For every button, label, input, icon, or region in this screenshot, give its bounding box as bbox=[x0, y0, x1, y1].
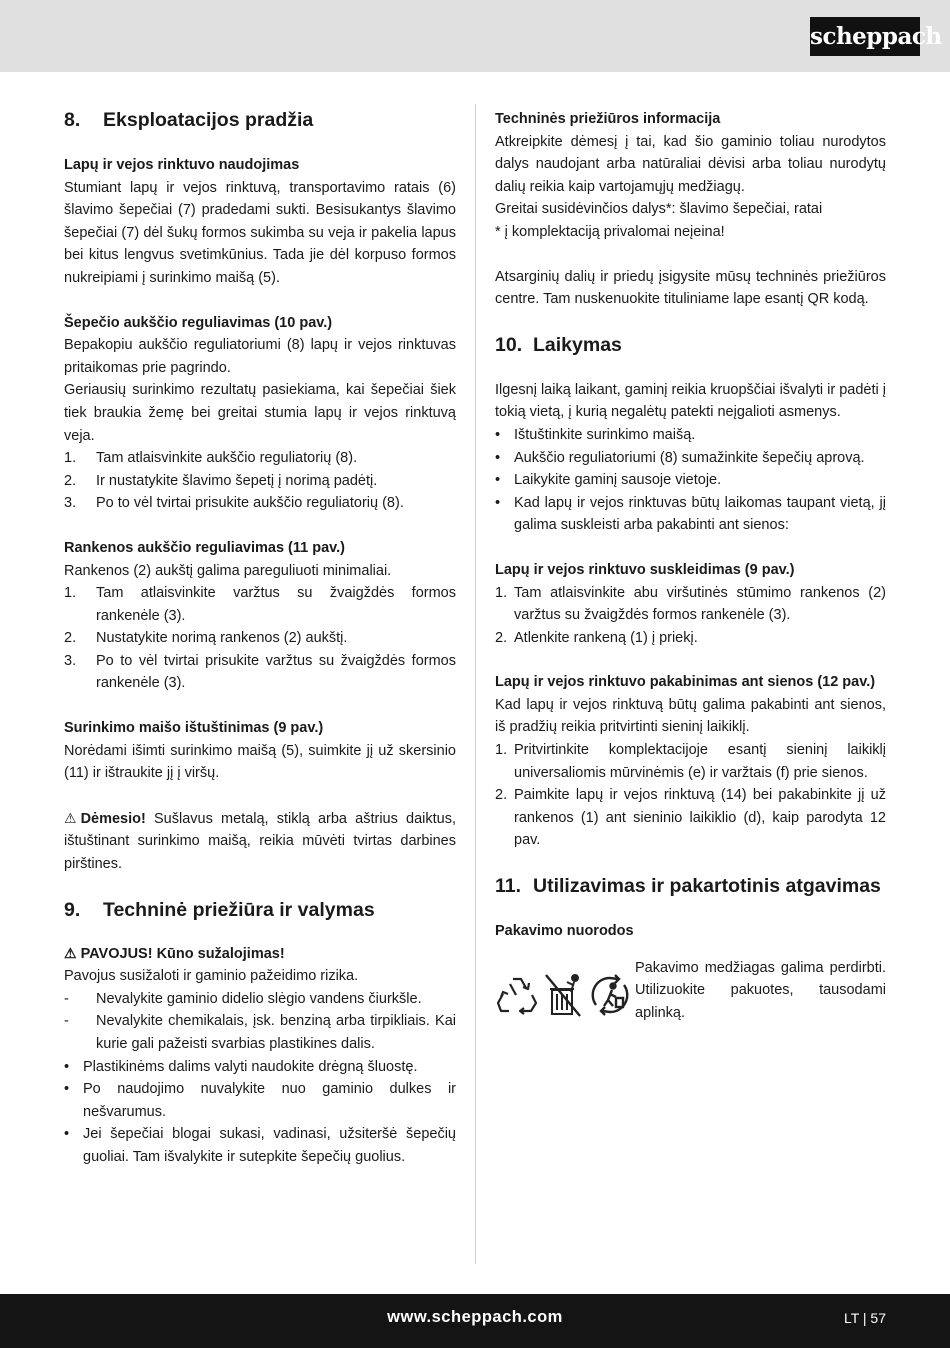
list-item bbox=[64, 582, 456, 627]
warning-triangle-icon: ⚠ bbox=[64, 944, 77, 961]
item-number: 1. bbox=[64, 450, 77, 467]
list-item bbox=[495, 492, 886, 537]
item-text: Po naudojimo nuvalykite nuo gaminio dulkes ir nešvarumus. bbox=[83, 1081, 456, 1120]
list-item bbox=[64, 1078, 456, 1123]
list-item bbox=[64, 1123, 456, 1168]
subheading: Šepečio aukščio reguliavimas (10 pav.) bbox=[64, 314, 333, 331]
item-bullet: • bbox=[64, 1126, 70, 1143]
bullet-list bbox=[495, 424, 886, 537]
section-number: 9. bbox=[64, 898, 81, 921]
section-10-heading bbox=[495, 333, 886, 357]
paragraph: Pavojus susižaloti ir gaminio pažeidimo rizika. bbox=[64, 968, 359, 985]
item-text: Nustatykite norimą rankenos (2) aukštį. bbox=[96, 630, 348, 647]
subheading: Surinkimo maišo ištuštinimas (9 pav.) bbox=[64, 720, 324, 737]
item-text: Ištuštinkite surinkimo maišą. bbox=[514, 426, 696, 443]
dash-list bbox=[64, 988, 456, 1056]
item-number: 2. bbox=[495, 787, 508, 804]
numbered-list bbox=[495, 739, 886, 852]
paragraph: Norėdami išimti surinkimo maišą (5), suimkite jį už skersinio (11) ir ištraukite jį į viršų. bbox=[64, 742, 456, 782]
section-11-heading bbox=[495, 874, 886, 898]
attention-text: Sušlavus metalą, stiklą arba aštrius daiktus, ištuštinant surinkimo maišą, reikia mūvėti tvirtas darbines pirštines. bbox=[64, 810, 456, 873]
right-column bbox=[495, 108, 886, 1024]
list-item bbox=[495, 784, 886, 852]
item-number: 3. bbox=[64, 495, 77, 512]
item-number: 1. bbox=[495, 742, 508, 759]
item-text: Kad lapų ir vejos rinktuvas būtų laikomas taupant vietą, jį galima suskleisti arba pakabinti ant sienos: bbox=[514, 494, 886, 534]
list-item bbox=[64, 470, 456, 493]
item-text: Tam atlaisvinkite varžtus su žvaigždės formos rankenėle (3). bbox=[96, 585, 456, 624]
item-number: 1. bbox=[495, 584, 508, 601]
paragraph: Ilgesnį laiką laikant, gaminį reikia kruopščiai išvalyti ir padėti į tokią vietą, į kurią negalėtų patekti neįgalioti asmenys. bbox=[495, 381, 886, 421]
paragraph: Atkreipkite dėmesį į tai, kad šio gaminio toliau nurodytos dalys naudojant arba natūraliai dėvisi arba toliau nurodytų dalių reikia kaip vartojamųjų medžiagų. bbox=[495, 133, 886, 195]
list-item bbox=[495, 582, 886, 627]
item-bullet: • bbox=[495, 472, 501, 489]
item-bullet: • bbox=[64, 1081, 70, 1098]
item-text: Jei šepečiai blogai sukasi, vadinasi, užsiteršė šepečių guoliai. Tam išvalykite ir sutepkite šepečių guolius. bbox=[83, 1126, 456, 1165]
list-item bbox=[64, 1010, 456, 1055]
item-number: 2. bbox=[64, 630, 77, 647]
section-title: Techninė priežiūra ir valymas bbox=[103, 898, 375, 921]
list-item bbox=[495, 469, 886, 492]
item-number: 1. bbox=[64, 585, 77, 602]
subheading: Rankenos aukščio reguliavimas (11 pav.) bbox=[64, 539, 345, 556]
item-dash: - bbox=[64, 1013, 69, 1030]
list-item bbox=[64, 447, 456, 470]
attention-label: Dėmesio! bbox=[80, 810, 146, 827]
item-number: 2. bbox=[495, 629, 508, 646]
section-number: 11. bbox=[495, 875, 522, 898]
column-divider bbox=[475, 104, 476, 1264]
list-item bbox=[64, 627, 456, 650]
warning-triangle-icon: ⚠ bbox=[64, 809, 77, 826]
item-text: Pritvirtinkite komplektacijoje esantį sieninį laikiklį universaliomis mūrvinėmis (e) ir varžtais (f) prie sienos. bbox=[514, 742, 886, 781]
section-title: Utilizavimas ir pakartotinis atgavimas bbox=[533, 875, 881, 898]
item-text: Aukščio reguliatoriumi (8) sumažinkite šepečių aprovą. bbox=[514, 449, 865, 466]
danger-heading bbox=[64, 942, 456, 966]
list-item bbox=[495, 627, 886, 650]
page-number: LT | 57 bbox=[843, 1310, 886, 1326]
numbered-list bbox=[64, 582, 456, 695]
item-text: Tam atlaisvinkite abu viršutinės stūmimo rankenos (2) varžtus su žvaigždės formos rankenėle (3). bbox=[514, 584, 886, 624]
paragraph: Atsarginių dalių ir priedų įsigysite mūsų techninės priežiūros centre. Tam nuskenuokite tituliniame lape esantį QR kodą. bbox=[495, 268, 886, 308]
item-dash: - bbox=[64, 990, 69, 1007]
recycle-icon bbox=[495, 973, 539, 1017]
section-9-heading bbox=[64, 898, 456, 922]
paragraph: Kad lapų ir vejos rinktuvą būtų galima pakabinti ant sienos, iš pradžių reikia pritvirtinti sieninį laikiklį. bbox=[495, 696, 886, 736]
item-text: Paimkite lapų ir vejos rinktuvą (14) bei pakabinkite jį už rankenos (1) ant sieninio laikiklio (d), kaip parodyta 12 pav. bbox=[514, 787, 886, 849]
paragraph: Rankenos (2) aukštį galima pareguliuoti minimaliai. bbox=[64, 562, 392, 579]
list-item bbox=[64, 988, 456, 1011]
item-text: Atlenkite rankeną (1) į priekį. bbox=[514, 629, 698, 646]
section-title: Eksploatacijos pradžia bbox=[103, 109, 314, 131]
numbered-list bbox=[64, 447, 456, 515]
brand-logo: scheppach bbox=[810, 17, 920, 56]
item-bullet: • bbox=[495, 426, 501, 443]
left-column bbox=[64, 108, 456, 1169]
item-text: Plastikinėms dalims valyti naudokite drėgną šluostę. bbox=[83, 1058, 418, 1075]
subheading: Lapų ir vejos rinktuvo suskleidimas (9 pav.) bbox=[495, 561, 795, 578]
list-item bbox=[495, 739, 886, 784]
disposal-icons bbox=[495, 957, 635, 1025]
subheading: Lapų ir vejos rinktuvo naudojimas bbox=[64, 157, 300, 173]
website-link[interactable]: www.scheppach.com bbox=[387, 1308, 563, 1326]
list-item bbox=[64, 650, 456, 695]
list-item bbox=[64, 1056, 456, 1079]
subheading: Techninės priežiūros informacija bbox=[495, 111, 721, 127]
item-bullet: • bbox=[64, 1058, 70, 1075]
item-text: Laikykite gaminį sausoje vietoje. bbox=[514, 472, 722, 489]
subheading: Pakavimo nuorodos bbox=[495, 923, 634, 940]
subheading: Lapų ir vejos rinktuvo pakabinimas ant sienos (12 pav.) bbox=[495, 674, 876, 691]
item-text: Po to vėl tvirtai prisukite varžtus su žvaigždės formos rankenėle (3). bbox=[96, 652, 456, 692]
section-title: Laikymas bbox=[533, 333, 622, 356]
paragraph: Greitai susidėvinčios dalys*: šlavimo šepečiai, ratai bbox=[495, 201, 823, 218]
paragraph: * į komplektaciją privalomai neįeina! bbox=[495, 223, 725, 240]
item-bullet: • bbox=[495, 449, 501, 466]
danger-label: PAVOJUS! Kūno sužalojimas! bbox=[80, 945, 285, 962]
bin-disposal-icon bbox=[543, 972, 583, 1018]
item-bullet: • bbox=[495, 494, 501, 511]
footer-band bbox=[0, 1294, 950, 1348]
numbered-list bbox=[495, 582, 886, 650]
item-number: 3. bbox=[64, 652, 77, 669]
section-number: 8. bbox=[64, 109, 81, 131]
item-text: Po to vėl tvirtai prisukite aukščio reguliatorių (8). bbox=[96, 495, 404, 512]
paragraph: Bepakopiu aukščio reguliatoriumi (8) lapų ir vejos rinktuvas pritaikomas prie pagrindo. bbox=[64, 337, 456, 376]
item-text: Nevalykite gaminio didelio slėgio vandens čiurkšle. bbox=[96, 990, 422, 1007]
packaging-block bbox=[495, 957, 886, 1025]
paragraph: Stumiant lapų ir vejos rinktuvą, transportavimo ratais (6) šlavimo šepečiai (7) pradedami sukti. Besisukantys šlavimo šepečiai (7) dėl šukų formos sukimba su veja ir pakelia lapus bei kitus lengvus svetimkūnius. Tada jie dėl korpuso formos nukreipiami į surinkimo maišą (5). bbox=[64, 179, 456, 286]
list-item bbox=[495, 424, 886, 447]
item-text: Tam atlaisvinkite aukščio reguliatorių (8). bbox=[96, 450, 358, 467]
section-8-heading bbox=[64, 108, 456, 132]
section-number: 10. bbox=[495, 333, 523, 356]
bullet-list bbox=[64, 1056, 456, 1169]
header-band bbox=[0, 0, 950, 72]
list-item bbox=[495, 447, 886, 470]
item-text: Ir nustatykite šlavimo šepetį į norimą padėtį. bbox=[96, 472, 378, 489]
paragraph: Geriausių surinkimo rezultatų pasiekiama, kai šepečiai šiek tiek braukia žemę bei greitai stumia lapų ir vejos rinktuvą veja. bbox=[64, 382, 456, 444]
list-item bbox=[64, 492, 456, 515]
attention-note bbox=[64, 807, 456, 876]
recycle-person-icon bbox=[587, 972, 633, 1018]
packaging-text: Pakavimo medžiagas galima perdirbti. Utilizuokite pakuotes, tausodami aplinką. bbox=[635, 959, 886, 1021]
item-number: 2. bbox=[64, 472, 77, 489]
item-text: Nevalykite chemikalais, įsk. benziną arba tirpikliais. Kai kurie gali pažeisti svarbias plastikines dalis. bbox=[96, 1013, 456, 1052]
